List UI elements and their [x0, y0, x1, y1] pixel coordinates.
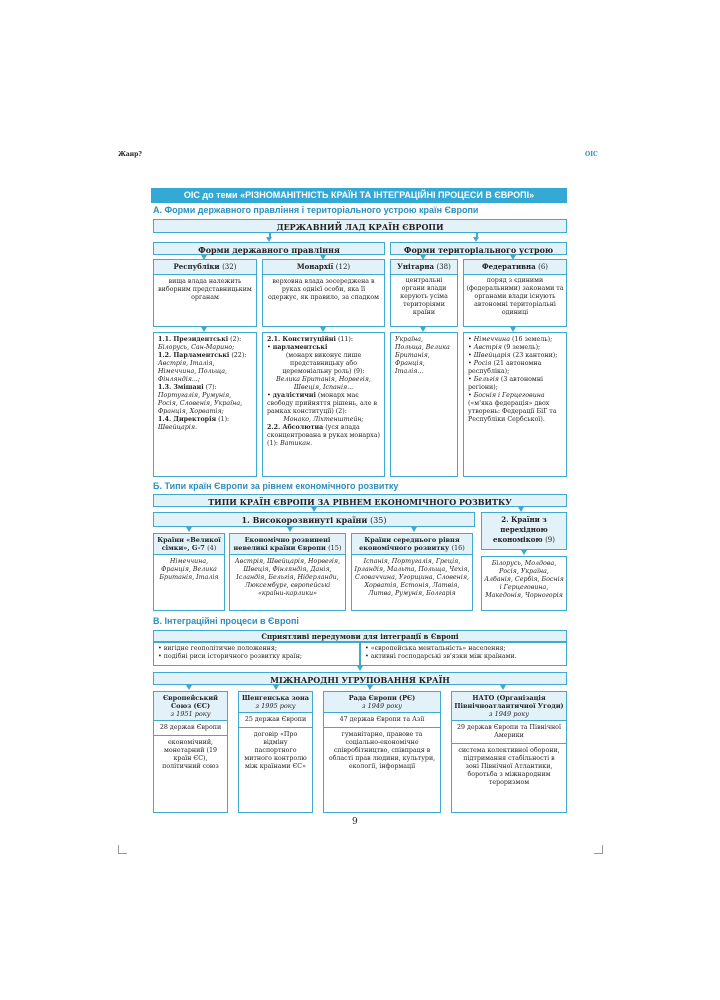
federal-count: (6)	[538, 263, 549, 271]
fed-item: • Боснія і Герцеговина («м'яка федерація» двох утворень: Федерації БіГ та Республіки Сербської).	[468, 392, 557, 423]
prereq-left	[153, 642, 360, 666]
fed-item: • Німеччина (16 земель);	[468, 336, 553, 343]
mon-parl-title: парламентські	[272, 344, 328, 351]
unitary-title: Унітарна	[397, 262, 435, 271]
monarchies-box	[262, 259, 385, 327]
mon-dual-title: дуалістичні	[272, 392, 316, 399]
crop-mark	[118, 845, 127, 854]
republics-count: (32)	[222, 263, 237, 271]
monarchies-title: Монархії	[296, 262, 334, 271]
org-coe-members: 47 держав Європи та Азії	[324, 713, 440, 728]
section-b-heading: Б. Типи країн Європи за рівнем економічного розвитку	[153, 481, 399, 491]
section-c-heading: В. Інтеграційні процеси в Європі	[153, 616, 299, 626]
medium-examples: Іспанія, Португалія, Греція, Ірландія, Мальта, Польща, Чехія, Словаччина, Угорщина, Словенія, Хорватія, Естонія, Латвія, Литва, Румунія, Болгарія	[354, 558, 470, 597]
monarchies-desc: верховна влада зосереджена в руках однієї особи, яка її одержує, як правило, за спадком	[267, 278, 380, 301]
small-developed-box	[229, 533, 346, 611]
page-number: 9	[352, 817, 358, 827]
transition-header	[481, 512, 567, 550]
econ-types-header: ТИПИ КРАЇН ЄВРОПИ ЗА РІВНЕМ ЕКОНОМІЧНОГО РОЗВИТКУ	[153, 494, 567, 507]
fed-item: • Швейцарія (23 кантони);	[468, 352, 558, 359]
mon-parl-desc: (монарх виконує лише представницьку або церемоніальну роль) (9):	[282, 352, 365, 375]
developed-header	[153, 512, 475, 527]
org-eu-desc: економічний, монетарний (19 країн ЄС), політичний союз	[162, 739, 219, 770]
big-seven-box	[153, 533, 225, 611]
org-schengen-name: Шенгенська зона	[241, 694, 309, 702]
org-schengen	[238, 691, 313, 813]
gov-forms-header: Форми державного правління	[153, 242, 385, 255]
mon-const-title: 2.1. Конституційні	[267, 336, 336, 343]
prereq-right	[360, 642, 567, 666]
rep-type-parliamentary: 1.2. Парламентські (22): Австрія, Італія, Німеччина, Польща, Фінляндія...;	[158, 352, 247, 383]
rep-type-presidential: 1.1. Президентські (2): Білорусь, Сан-Марино;	[158, 336, 242, 351]
terr-forms-header: Форми територіального устрою	[390, 242, 567, 255]
republics-desc: вища влада належить виборним представницьким органам	[158, 278, 252, 301]
org-nato-name: НАТО (Організація Північноатлантичної Угоди)	[454, 694, 564, 710]
org-coe	[323, 691, 441, 813]
big-seven-examples: Німеччина, Франція, Велика Британія, Італія	[159, 558, 219, 581]
medium-box	[351, 533, 473, 611]
small-developed-count: (15)	[328, 544, 342, 552]
fed-item: • Австрія (9 земель);	[468, 344, 541, 351]
big-seven-count: (4)	[207, 544, 217, 552]
org-eu-members: 28 держав Європи	[154, 721, 227, 736]
prereq-item: • вигідне геополітичне положення;	[158, 645, 277, 652]
prereq-item: • «європейська ментальність» населення;	[365, 645, 506, 652]
org-nato-desc: система колективної оборони, підтримання стабільності в зоні Північної Атлантики, боротьба з міжнародним тероризмом	[458, 747, 560, 786]
federal-title: Федеративна	[481, 262, 536, 271]
mon-abs-title: 2.2. Абсолютна	[267, 424, 324, 431]
transition-examples: Білорусь, Молдова, Росія, Україна, Албанія, Сербія, Боснія і Герцеговина, Македонія, Чорногорія	[481, 556, 567, 611]
org-schengen-members: 25 держав Європи	[239, 713, 312, 728]
mon-abs-desc: (уся влада сконцентрована в руках монарха) (1):	[267, 424, 380, 447]
org-eu-name: Європейський Союз (ЄС)	[163, 694, 218, 710]
fed-item: • Росія (21 автономна республіка);	[468, 360, 542, 375]
small-developed-examples: Австрія, Швейцарія, Норвегія, Швеція, Фінляндія, Данія, Ісландія, Бельгія, Нідерланди, Люксембург, європейські «країни-карлики»	[234, 558, 341, 597]
republic-types-box	[153, 332, 257, 477]
federal-examples-box	[463, 332, 567, 477]
org-eu	[153, 691, 228, 813]
transition-count: (9)	[545, 536, 555, 544]
federal-box	[463, 259, 567, 327]
running-header-left: Жанр?	[118, 151, 142, 158]
org-coe-since: з 1949 року	[362, 702, 402, 710]
republics-title: Республіки	[173, 262, 220, 271]
crop-mark	[594, 845, 603, 854]
rep-type-mixed: 1.3. Змішані (7): Португалія, Румунія, Росія, Словенія, Україна, Франція, Хорватія;	[158, 384, 243, 415]
republics-box	[153, 259, 257, 327]
rep-type-directory: 1.4. Директорія (1): Швейцарія.	[158, 416, 230, 431]
prereq-header: Сприятливі передумови для інтеграції в Європі	[153, 630, 567, 642]
mon-dual-examples: Монако, Ліхтенштейн;	[283, 416, 364, 423]
org-header: МІЖНАРОДНІ УГРУПОВАННЯ КРАЇН	[153, 672, 567, 685]
developed-title: 1. Високорозвинуті країни	[241, 515, 368, 525]
monarchies-count: (12)	[335, 263, 351, 271]
unitary-box	[390, 259, 458, 327]
federal-desc: поряд з єдиними (федеральними) законами та органами влади існують автономні територіальні одиниці	[466, 277, 564, 316]
medium-title: Країни середнього рівня економічного розвитку	[359, 536, 460, 552]
section-a-heading: А. Форми державного правління і територіального устрою країн Європи	[153, 205, 479, 215]
running-header-right: ОІС	[585, 151, 598, 158]
mon-const-count: (11):	[337, 336, 354, 343]
org-schengen-desc: договір «Про відміну паспортного митного контролю між країнами ЄС»	[244, 731, 307, 770]
org-coe-name: Рада Європи (РЄ)	[348, 694, 416, 702]
big-seven-title: Країни «Великої сімки», G-7	[157, 536, 221, 552]
state-system-header: ДЕРЖАВНИЙ ЛАД КРАЇН ЄВРОПИ	[153, 219, 567, 233]
org-nato	[451, 691, 567, 813]
fed-item: • Бельгія (3 автономні регіони);	[468, 376, 544, 391]
page-title: ОІС до теми «РІЗНОМАНІТНІСТЬ КРАЇН ТА ІНТЕГРАЦІЙНІ ПРОЦЕСИ В ЄВРОПІ»	[151, 188, 567, 203]
org-eu-since: з 1951 року	[170, 710, 211, 718]
unitary-count: (38)	[436, 263, 451, 271]
prereq-item: • активні господарські зв'язки між країнами.	[365, 653, 517, 660]
org-nato-since: з 1949 року	[489, 710, 529, 718]
unitary-desc: центральні органи влади керують усіма територіями країни	[400, 277, 448, 316]
monarchy-types-box: 2.1. Конституційні (11): • парламентські (монарх виконує лише представницьку або церемоніальну роль) (9): Велика Британія, Норвегія, Швеція, Іспанія... • дуалістичні (монарх має свободу прийняття рішень, але в рамках конституції) (2): Монако, Ліхтенштейн; 2.2. Абсолютна (уся влада сконцентрована в руках монарха) (1): Ватикан.	[262, 332, 385, 477]
transition-title: 2. Країни з перехідною економікою	[493, 515, 548, 544]
small-developed-title: Економічно розвинені невеликі країни Європи	[233, 536, 331, 552]
org-nato-members: 29 держав Європи та Північної Америки	[452, 721, 566, 744]
mon-parl-examples: Велика Британія, Норвегія, Швеція, Іспанія...	[276, 376, 371, 391]
mon-abs-examples: Ватикан.	[280, 440, 313, 447]
medium-count: (16)	[451, 544, 465, 552]
prereq-item: • подібні риси історичного розвитку країн;	[158, 653, 303, 660]
developed-count: (35)	[370, 516, 387, 525]
org-coe-desc: гуманітарне, правове та соціально-економічне співробітництво, співпраця в області прав людини, культури, екології, інформації	[328, 731, 436, 770]
mon-dual-desc: (монарх має свободу прийняття рішень, але в рамках конституції) (2):	[267, 392, 378, 415]
org-schengen-since: з 1995 року	[255, 702, 296, 710]
unitary-examples: Україна, Польща, Велика Британія, Франція, Італія...	[390, 332, 458, 477]
